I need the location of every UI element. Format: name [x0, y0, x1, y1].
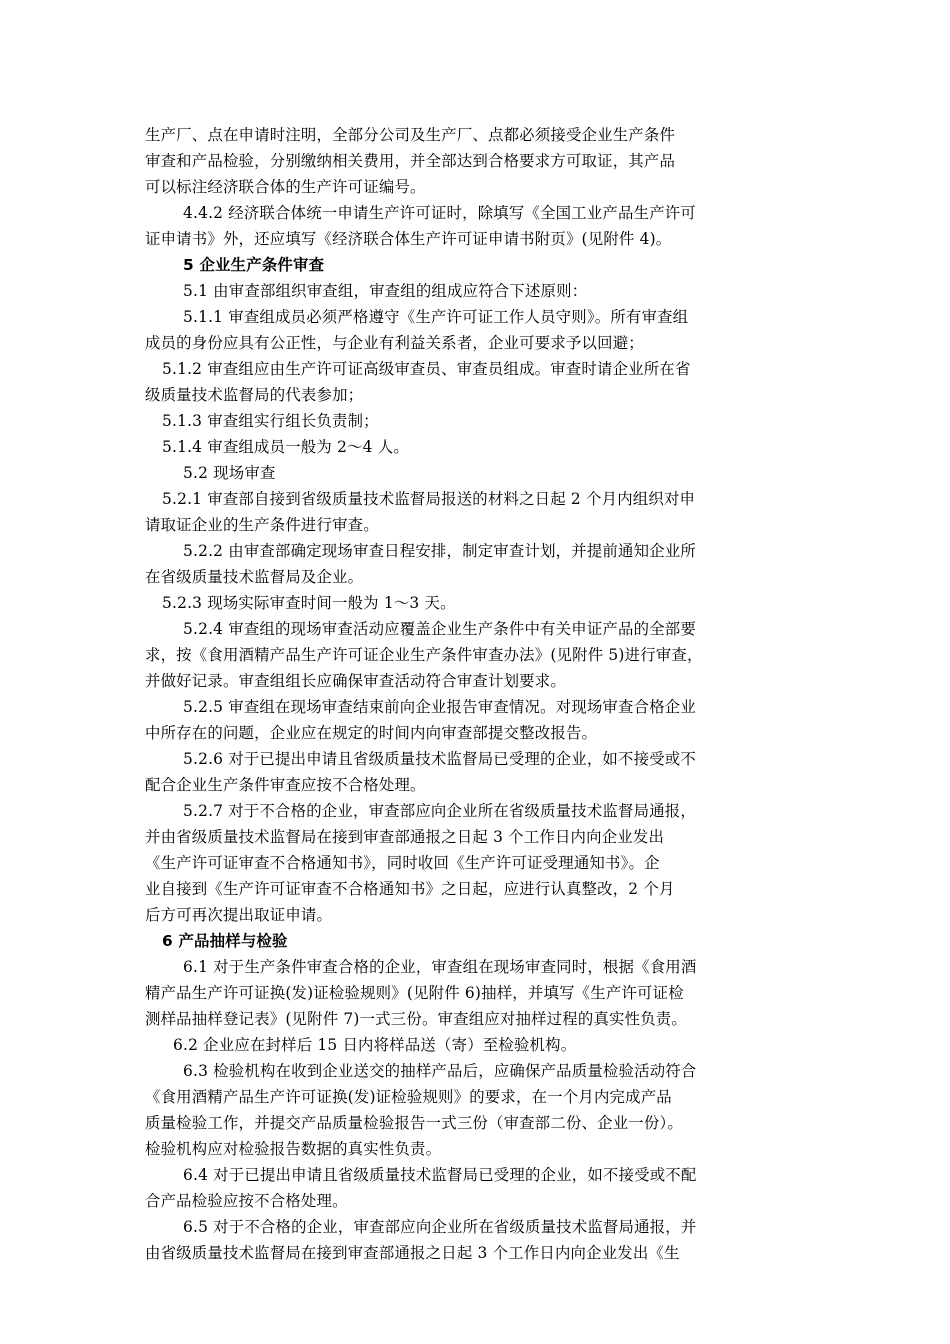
paragraph-line: 5.1.1 审查组成员必须严格遵守《生产许可证工作人员守则》。所有审查组 — [183, 308, 689, 326]
paragraph-line: 测样品抽样登记表》(见附件 7)一式三份。审查组应对抽样过程的真实性负责。 — [145, 1010, 687, 1028]
paragraph-line: 5.1 由审查部组织审查组，审查组的组成应符合下述原则： — [183, 282, 588, 300]
paragraph-line: 5.2.2 由审查部确定现场审查日程安排，制定审查计划，并提前通知企业所 — [183, 542, 696, 560]
paragraph-line: 业自接到《生产许可证审查不合格通知书》之日起，应进行认真整改，2 个月 — [145, 880, 675, 898]
paragraph-line: 并由省级质量技术监督局在接到审查部通报之日起 3 个工作日内向企业发出 — [145, 828, 665, 846]
paragraph-line: 5.1.2 审查组应由生产许可证高级审查员、审查员组成。审查时请企业所在省 — [162, 360, 691, 378]
paragraph-line: 求，按《食用酒精产品生产许可证企业生产条件审查办法》(见附件 5)进行审查， — [145, 646, 703, 664]
paragraph-line: 审查和产品检验，分别缴纳相关费用，并全部达到合格要求方可取证，其产品 — [145, 152, 676, 170]
section-heading: 5 企业生产条件审查 — [183, 256, 325, 274]
paragraph-line: 5.2.5 审查组在现场审查结束前向企业报告审查情况。对现场审查合格企业 — [183, 698, 696, 716]
paragraph-line: 5.2.7 对于不合格的企业，审查部应向企业所在省级质量技术监督局通报， — [183, 802, 696, 820]
paragraph-line: 中所存在的问题，企业应在规定的时间内向审查部提交整改报告。 — [145, 724, 598, 742]
paragraph-line: 《生产许可证审查不合格通知书》，同时收回《生产许可证受理通知书》。企 — [145, 854, 660, 872]
paragraph-line: 由省级质量技术监督局在接到审查部通报之日起 3 个工作日内向企业发出《生 — [145, 1244, 680, 1262]
subsection-heading: 5.2 现场审查 — [183, 464, 276, 482]
paragraph-line: 5.2.1 审查部自接到省级质量技术监督局报送的材料之日起 2 个月内组织对申 — [162, 490, 696, 508]
paragraph-line: 5.1.3 审查组实行组长负责制； — [162, 412, 379, 430]
paragraph-line: 6.4 对于已提出申请且省级质量技术监督局已受理的企业，如不接受或不配 — [183, 1166, 697, 1184]
paragraph-line: 5.2.4 审查组的现场审查活动应覆盖企业生产条件中有关申证产品的全部要 — [183, 620, 696, 638]
paragraph-line: 成员的身份应具有公正性，与企业有利益关系者，企业可要求予以回避； — [145, 334, 644, 352]
section-heading: 6 产品抽样与检验 — [162, 932, 288, 950]
paragraph-line: 级质量技术监督局的代表参加； — [145, 386, 364, 404]
paragraph-line: 可以标注经济联合体的生产许可证编号。 — [145, 178, 426, 196]
paragraph-line: 《食用酒精产品生产许可证换(发)证检验规则》的要求，在一个月内完成产品 — [145, 1088, 672, 1106]
paragraph-line: 合产品检验应按不合格处理。 — [145, 1192, 348, 1210]
paragraph-line: 6.3 检验机构在收到企业送交的抽样产品后，应确保产品质量检验活动符合 — [183, 1062, 697, 1080]
paragraph-line: 检验机构应对检验报告数据的真实性负责。 — [145, 1140, 442, 1158]
paragraph-line: 证申请书》外，还应填写《经济联合体生产许可证申请书附页》(见附件 4)。 — [145, 230, 672, 248]
paragraph-line: 并做好记录。审查组组长应确保审查活动符合审查计划要求。 — [145, 672, 566, 690]
paragraph-line: 生产厂、点在申请时注明，全部分公司及生产厂、点都必须接受企业生产条件 — [145, 126, 676, 144]
paragraph-line: 6.5 对于不合格的企业，审查部应向企业所在省级质量技术监督局通报，并 — [183, 1218, 697, 1236]
paragraph-line: 5.1.4 审查组成员一般为 2～4 人。 — [162, 438, 409, 456]
paragraph-line: 精产品生产许可证换(发)证检验规则》(见附件 6)抽样，并填写《生产许可证检 — [145, 984, 684, 1002]
paragraph-line: 5.2.6 对于已提出申请且省级质量技术监督局已受理的企业，如不接受或不 — [183, 750, 696, 768]
paragraph-line: 6.1 对于生产条件审查合格的企业，审查组在现场审查同时，根据《食用酒 — [183, 958, 697, 976]
paragraph-line: 请取证企业的生产条件进行审查。 — [145, 516, 379, 534]
paragraph-line: 配合企业生产条件审查应按不合格处理。 — [145, 776, 426, 794]
paragraph-line: 6.2 企业应在封样后 15 日内将样品送（寄）至检验机构。 — [173, 1036, 577, 1054]
paragraph-line: 在省级质量技术监督局及企业。 — [145, 568, 364, 586]
paragraph-line: 质量检验工作，并提交产品质量检验报告一式三份（审查部二份、企业一份）。 — [145, 1114, 683, 1132]
paragraph-line: 4.4.2 经济联合体统一申请生产许可证时，除填写《全国工业产品生产许可 — [183, 204, 696, 222]
paragraph-line: 后方可再次提出取证申请。 — [145, 906, 333, 924]
paragraph-line: 5.2.3 现场实际审查时间一般为 1～3 天。 — [162, 594, 456, 612]
